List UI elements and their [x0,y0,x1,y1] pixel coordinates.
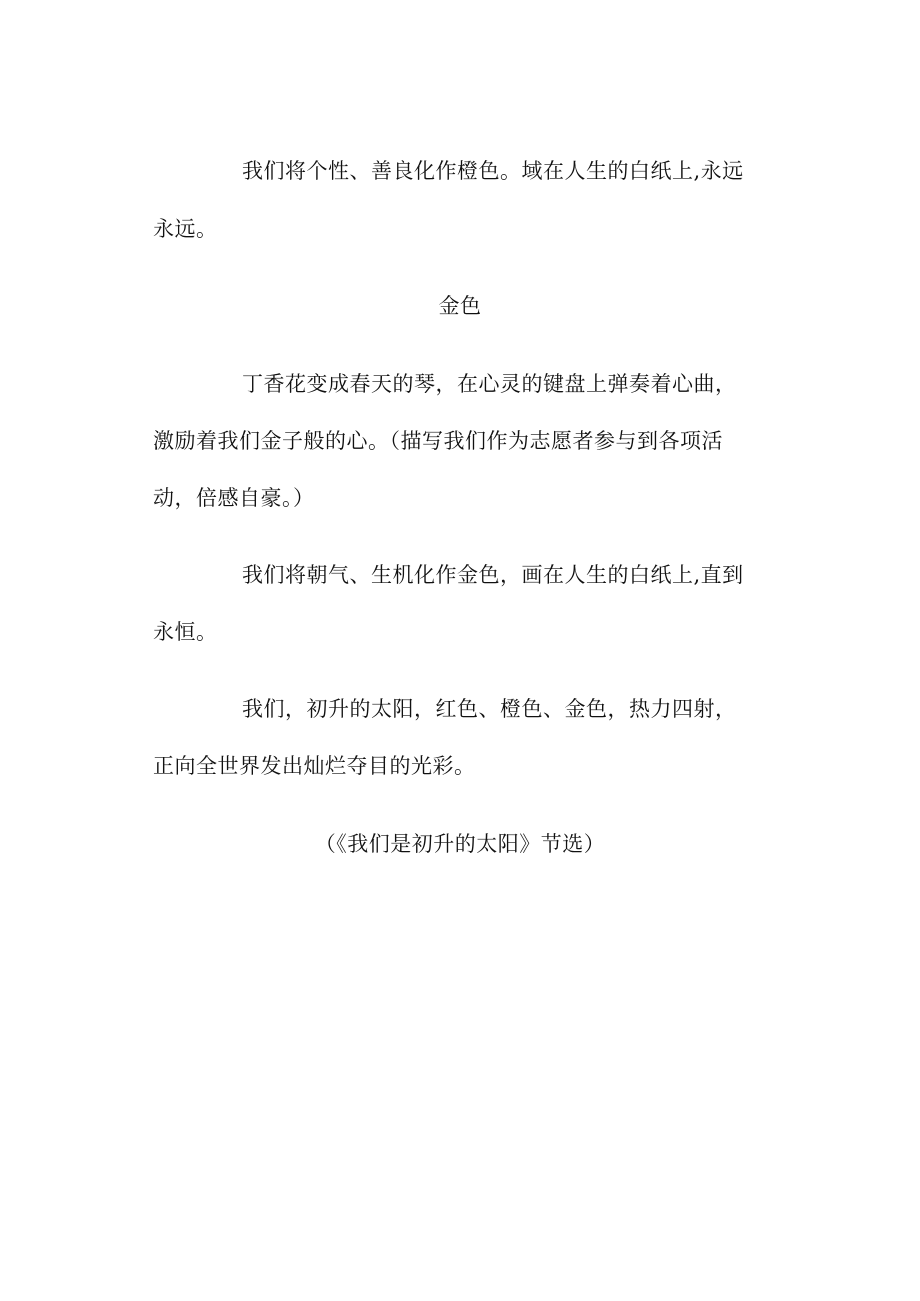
paragraph-4-line-1: 我们，初升的太阳，红色、橙色、金色，热力四射， [242,697,737,721]
paragraph-4-line-2: 正向全世界发出灿烂夺目的光彩。 [153,754,476,778]
source-citation: （《我们是初升的太阳》节选） [314,832,606,856]
paragraph-1-line-2: 永远。 [153,217,218,241]
paragraph-1-line-1: 我们将个性、善良化作橙色。域在人生的白纸上,永远 [242,159,744,183]
paragraph-2-line-1: 丁香花变成春天的琴，在心灵的键盘上弹奏着心曲， [242,372,737,396]
paragraph-3-line-1: 我们将朝气、生机化作金色，画在人生的白纸上,直到 [242,563,744,587]
paragraph-2-line-3: 动，倍感自豪。） [153,486,315,510]
section-heading-gold: 金色 [438,294,482,318]
paragraph-3-line-2: 永恒。 [153,620,218,644]
paragraph-2-line-2: 激励着我们金子般的心。（描写我们作为志愿者参与到各项活 [153,429,723,453]
